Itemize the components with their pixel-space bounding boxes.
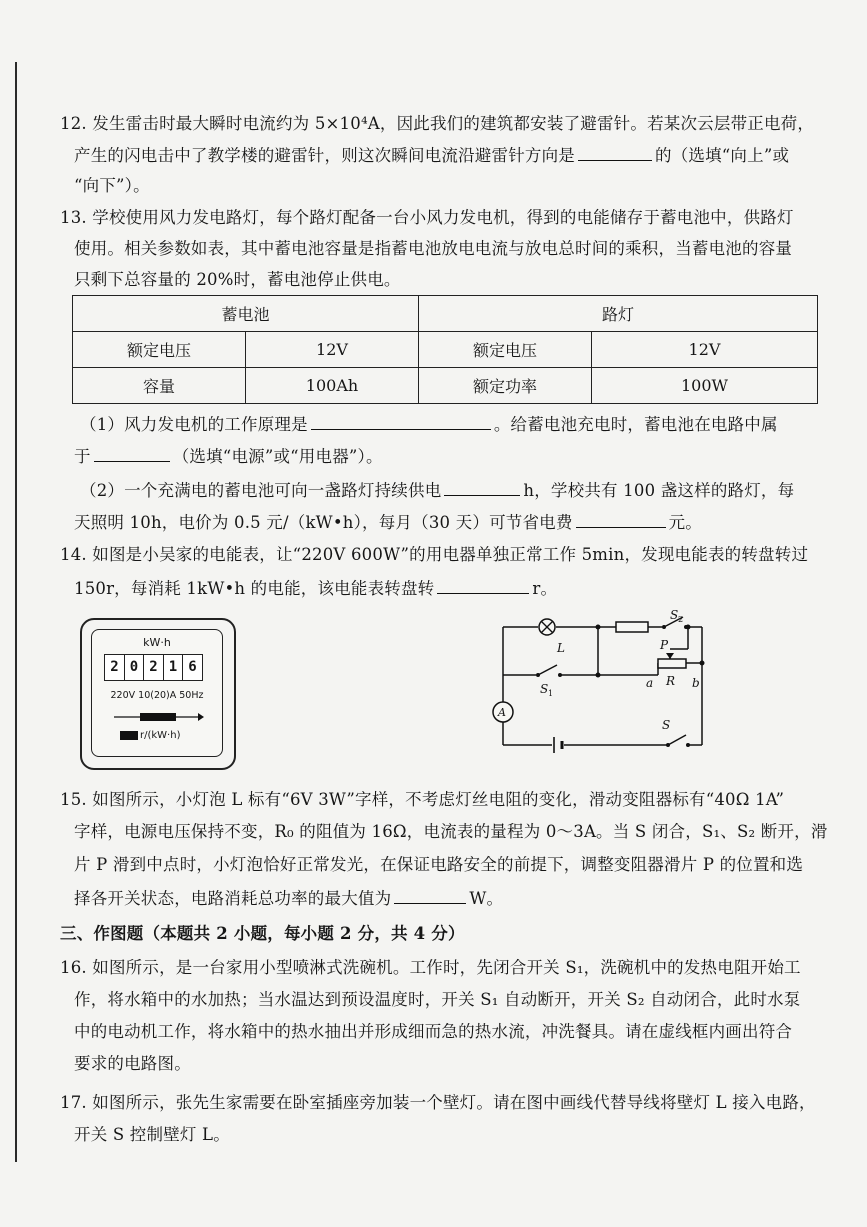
q13-p1-blank-2[interactable] bbox=[94, 446, 170, 462]
meter-digit: 6 bbox=[182, 654, 203, 681]
meter-digit: 0 bbox=[124, 654, 145, 681]
table-cell: 额定电压 bbox=[73, 332, 246, 368]
label-l: L bbox=[557, 641, 565, 655]
q12-line-1: 12. 发生雷击时最大瞬时电流约为 5×10⁴A，因此我们的建筑都安装了避雷针。若某次云层带正电荷， bbox=[60, 114, 815, 133]
table-row bbox=[73, 368, 818, 404]
q13-p1-text-d: （选填“电源”或“用电器”）。 bbox=[172, 447, 383, 466]
q17-line-2: 开关 S 控制壁灯 L。 bbox=[74, 1125, 230, 1144]
rheostat-r-icon bbox=[658, 659, 686, 668]
q14-answer-blank[interactable] bbox=[437, 578, 529, 594]
junction-dot bbox=[686, 625, 691, 630]
switch-s1-icon bbox=[536, 665, 562, 677]
q13-p2-blank-1[interactable] bbox=[444, 480, 520, 496]
label-r: R bbox=[666, 674, 676, 688]
table-cell: 12V bbox=[246, 332, 419, 368]
q14-text-a: 150r，每消耗 1kW•h 的电能，该电能表转盘转 bbox=[74, 579, 435, 598]
q14-text-b: r。 bbox=[532, 579, 558, 598]
q13-p2-text-d: 元。 bbox=[668, 513, 702, 532]
q13-p1-text-c: 于 bbox=[74, 447, 91, 466]
battery-icon bbox=[554, 737, 562, 753]
circuit-diagram bbox=[490, 605, 735, 765]
q17-line-1: 17. 如图所示，张先生家需要在卧室插座旁加装一个壁灯。请在图中画线代替导线将壁灯 L 接入电路， bbox=[60, 1093, 816, 1112]
q13-p1-text-a: （1）风力发电机的工作原理是 bbox=[80, 415, 308, 434]
q12-text-b: 的（选填“向上”或 bbox=[655, 146, 790, 165]
label-s2-sub: 2 bbox=[678, 615, 684, 624]
q13-p1-text-b: 。给蓄电池充电时，蓄电池在电路中属 bbox=[493, 415, 778, 434]
meter-rate-redacted bbox=[120, 731, 138, 740]
q13-part1-line-1 bbox=[80, 414, 778, 435]
label-s1-sub: 1 bbox=[548, 689, 554, 698]
label-p: P bbox=[660, 638, 669, 652]
q15-text-b: W。 bbox=[469, 889, 504, 908]
q16-line-2: 作，将水箱中的水加热；当水温达到预设温度时，开关 S₁ 自动断开，开关 S₂ 自动闭合，此时水泵 bbox=[74, 990, 801, 1009]
meter-digit: 2 bbox=[143, 654, 164, 681]
meter-rate-unit: r/(kW·h) bbox=[140, 730, 181, 741]
section-3-title: 三、作图题（本题共 2 小题，每小题 2 分，共 4 分） bbox=[60, 924, 465, 943]
label-s2: S bbox=[670, 608, 679, 622]
q13-line-3: 只剩下总容量的 20%时，蓄电池停止供电。 bbox=[74, 270, 401, 289]
q14-line-1: 14. 如图是小吴家的电能表，让“220V 600W”的用电器单独正常工作 5min，发现电能表的转盘转过 bbox=[60, 545, 809, 564]
label-ammeter: A bbox=[498, 706, 506, 719]
table-header-row bbox=[73, 296, 818, 332]
table-header-streetlight: 路灯 bbox=[419, 296, 818, 332]
table-row bbox=[73, 332, 818, 368]
q12-line-3: “向下”）。 bbox=[74, 176, 150, 195]
table-cell: 12V bbox=[592, 332, 818, 368]
q14-line-2 bbox=[74, 578, 557, 599]
q13-part2-line-1 bbox=[80, 480, 794, 501]
label-s1: S bbox=[540, 682, 549, 696]
q13-p2-blank-2[interactable] bbox=[576, 512, 666, 528]
slider-p-arrow-icon bbox=[666, 653, 674, 659]
meter-spec: 220V 10(20)A 50Hz bbox=[110, 690, 204, 701]
q13-part1-line-2 bbox=[74, 446, 383, 467]
meter-digit: 1 bbox=[163, 654, 184, 681]
label-a: a bbox=[646, 676, 654, 690]
q13-line-1: 13. 学校使用风力发电路灯，每个路灯配备一台小风力发电机，得到的电能储存于蓄电池中，供路灯 bbox=[60, 208, 794, 227]
page-margin-line bbox=[15, 62, 17, 1162]
table-cell: 100Ah bbox=[246, 368, 419, 404]
switch-s-icon bbox=[666, 735, 690, 747]
q13-p1-blank-1[interactable] bbox=[311, 414, 491, 430]
q15-text-a: 择各开关状态，电路消耗总功率的最大值为 bbox=[74, 889, 392, 908]
meter-disc-arrow-icon bbox=[112, 710, 204, 724]
q15-line-1: 15. 如图所示，小灯泡 L 标有“6V 3W”字样，不考虑灯丝电阻的变化，滑动变阻器标有“40Ω 1A” bbox=[60, 790, 785, 809]
resistor-r0-icon bbox=[616, 622, 648, 632]
table-cell: 额定功率 bbox=[419, 368, 592, 404]
q15-line-4 bbox=[74, 888, 503, 909]
label-s: S bbox=[662, 718, 671, 732]
table-cell: 额定电压 bbox=[419, 332, 592, 368]
junction-dot bbox=[700, 661, 705, 666]
table-cell: 容量 bbox=[73, 368, 246, 404]
q13-part2-line-2 bbox=[74, 512, 702, 533]
label-b: b bbox=[692, 676, 700, 690]
q12-answer-blank[interactable] bbox=[578, 145, 652, 161]
q12-line-2 bbox=[74, 145, 789, 166]
meter-digit: 2 bbox=[104, 654, 125, 681]
junction-dot bbox=[596, 625, 601, 630]
parameter-table bbox=[72, 295, 818, 404]
q13-p2-text-b: h，学校共有 100 盏这样的路灯，每 bbox=[523, 481, 795, 500]
q13-p2-text-a: （2）一个充满电的蓄电池可向一盏路灯持续供电 bbox=[80, 481, 442, 500]
table-cell: 100W bbox=[592, 368, 818, 404]
electric-meter-figure bbox=[80, 618, 236, 770]
q15-line-2: 字样，电源电压保持不变，R₀ 的阻值为 16Ω，电流表的量程为 0～3A。当 S 闭合，S₁、S₂ 断开，滑 bbox=[74, 822, 828, 841]
q15-line-3: 片 P 滑到中点时，小灯泡恰好正常发光，在保证电路安全的前提下，调整变阻器滑片 P 的位置和选 bbox=[74, 855, 804, 874]
junction-dot bbox=[596, 673, 601, 678]
q13-line-2: 使用。相关参数如表，其中蓄电池容量是指蓄电池放电电流与放电总时间的乘积，当蓄电池的容量 bbox=[74, 239, 793, 258]
meter-unit: kW·h bbox=[143, 636, 171, 649]
q16-line-3: 中的电动机工作，将水箱中的热水抽出并形成细而急的热水流，冲洗餐具。请在虚线框内画出符合 bbox=[74, 1022, 793, 1041]
meter-rate bbox=[120, 730, 180, 741]
q13-p2-text-c: 天照明 10h，电价为 0.5 元/（kW•h），每月（30 天）可节省电费 bbox=[74, 513, 573, 532]
meter-digits bbox=[104, 654, 202, 681]
q15-answer-blank[interactable] bbox=[394, 888, 466, 904]
electric-meter-face bbox=[91, 629, 223, 757]
lamp-l-icon bbox=[539, 619, 555, 635]
q16-line-1: 16. 如图所示，是一台家用小型喷淋式洗碗机。工作时，先闭合开关 S₁，洗碗机中的发热电阻开始工 bbox=[60, 958, 801, 977]
table-header-battery: 蓄电池 bbox=[73, 296, 419, 332]
q16-line-4: 要求的电路图。 bbox=[74, 1054, 191, 1073]
q12-text-a: 产生的闪电击中了教学楼的避雷针，则这次瞬间电流沿避雷针方向是 bbox=[74, 146, 575, 165]
